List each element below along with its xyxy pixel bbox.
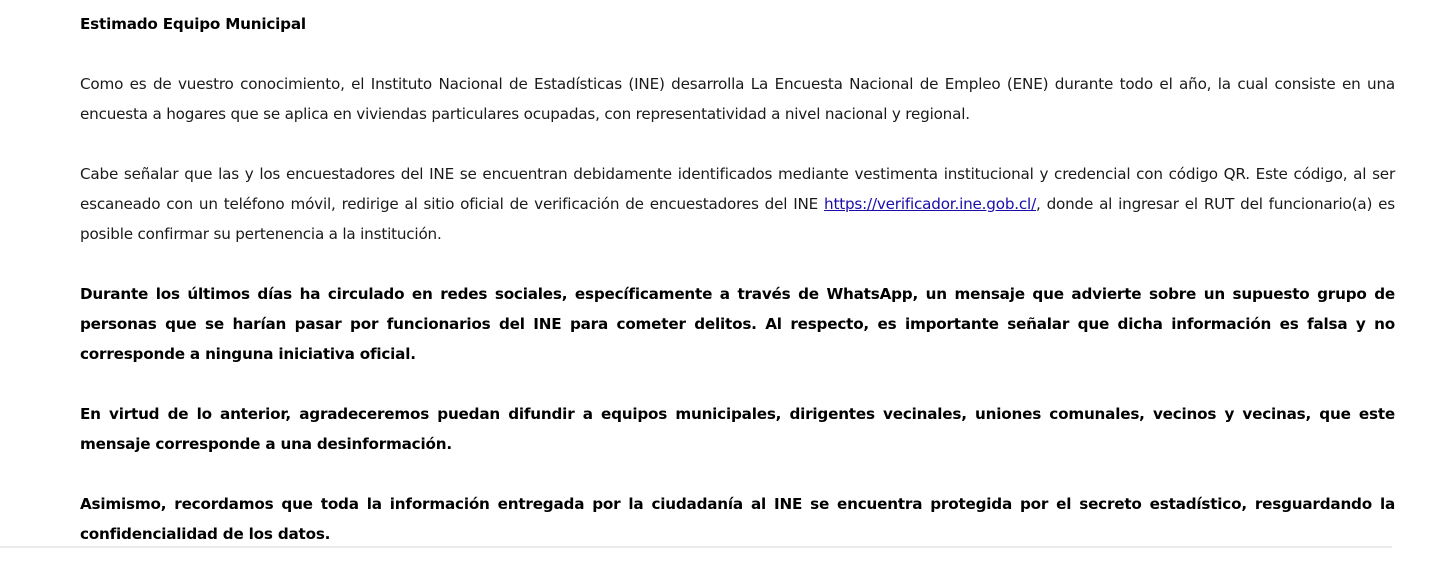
verificador-link[interactable]: https://verificador.ine.gob.cl/ — [824, 195, 1036, 213]
letter-body — [80, 9, 1395, 579]
paragraph-statistical-secrecy: Asimismo, recordamos que toda la información entregada por la ciudadanía al INE se encuentra protegida por el secreto estadístico, resguardando la confidencialidad de los datos. — [80, 495, 1395, 543]
paragraph-whatsapp-warning: Durante los últimos días ha circulado en redes sociales, específicamente a través de WhatsApp, un mensaje que advierte sobre un supuesto grupo de personas que se harían pasar por funcionarios del INE para cometer delitos. Al respecto, es importante señalar que dicha información es falsa y no corresponde a ninguna iniciativa oficial. — [80, 285, 1395, 363]
paragraph-identification-text-before: Cabe señalar que las y los encuestadores del INE se encuentran debidamente identificados mediante vestimenta institucional y credencial con código QR. Este código, al ser escaneado con un teléfono móvil, redirige al sitio oficial de verificación de encuestadores del INE — [80, 165, 1395, 213]
paragraph-ene-survey: Como es de vuestro conocimiento, el Instituto Nacional de Estadísticas (INE) desarrolla La Encuesta Nacional de Empleo (ENE) durante todo el año, la cual consiste en una encuesta a hogares que se aplica en viviendas particulares ocupadas, con representatividad a nivel nacional y regional. — [80, 75, 1395, 123]
salutation: Estimado Equipo Municipal — [80, 15, 306, 33]
paragraph-identification-text-after: , donde al ingresar el RUT del funcionario(a) es posible confirmar su pertenencia a la institución. — [80, 195, 1395, 243]
paragraph-identification — [80, 159, 1395, 249]
bottom-divider — [0, 546, 1392, 548]
paragraph-dissemination-request: En virtud de lo anterior, agradeceremos puedan difundir a equipos municipales, dirigentes vecinales, uniones comunales, vecinos y vecinas, que este mensaje corresponde a una desinformación. — [80, 405, 1395, 453]
